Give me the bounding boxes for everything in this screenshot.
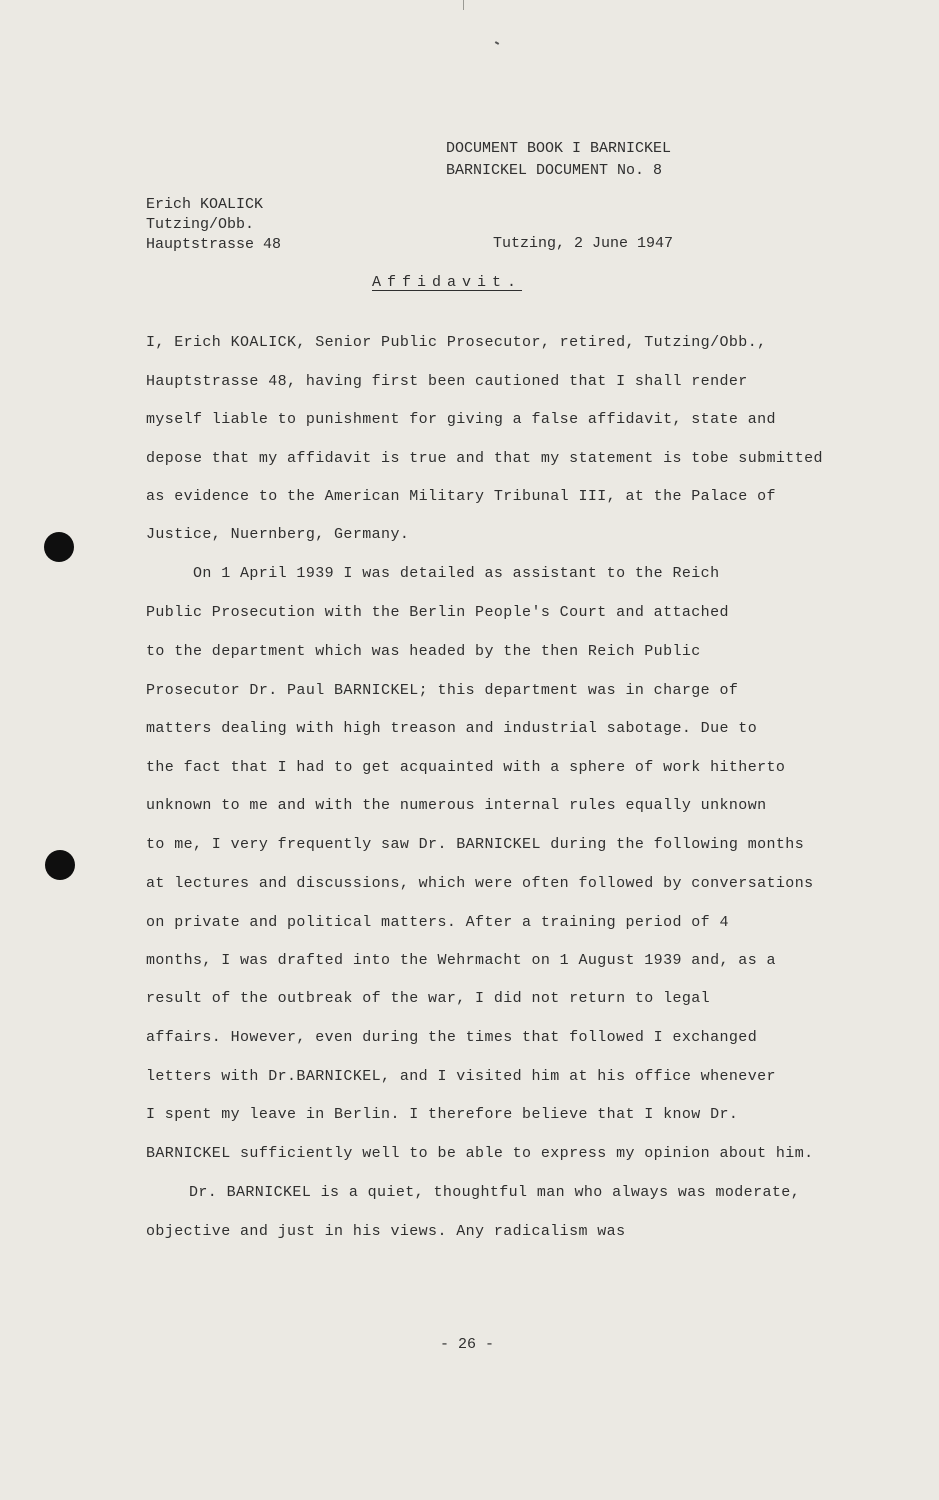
sender-address bbox=[146, 195, 281, 255]
body-line: unknown to me and with the numerous internal rules equally unknown bbox=[146, 797, 767, 814]
body-line: as evidence to the American Military Tribunal III, at the Palace of bbox=[146, 488, 776, 505]
body-line: matters dealing with high treason and industrial sabotage. Due to bbox=[146, 720, 758, 737]
body-line: to the department which was headed by the then Reich Public bbox=[146, 643, 701, 660]
body-line: myself liable to punishment for giving a false affidavit, state and bbox=[146, 411, 776, 428]
sender-town: Tutzing/Obb. bbox=[146, 216, 255, 233]
body-line: result of the outbreak of the war, I did not return to legal bbox=[146, 990, 711, 1007]
body-line: at lectures and discussions, which were often followed by conversations bbox=[146, 875, 814, 892]
body-line: to me, I very frequently saw Dr. BARNICKEL during the following months bbox=[146, 836, 805, 853]
body-line: Dr. BARNICKEL is a quiet, thoughtful man who always was moderate, bbox=[189, 1184, 801, 1201]
body-line: the fact that I had to get acquainted with a sphere of work hitherto bbox=[146, 759, 786, 776]
header-line-1: DOCUMENT BOOK I BARNICKEL bbox=[446, 140, 672, 157]
place-and-date: Tutzing, 2 June 1947 bbox=[493, 235, 674, 252]
page-number: - 26 - bbox=[440, 1336, 495, 1353]
sender-name: Erich KOALICK bbox=[146, 196, 264, 213]
body-line: depose that my affidavit is true and that my statement is tobe submitted bbox=[146, 450, 823, 467]
fold-line bbox=[463, 0, 464, 10]
body-line: letters with Dr.BARNICKEL, and I visited him at his office whenever bbox=[146, 1068, 776, 1085]
body-line: Justice, Nuernberg, Germany. bbox=[146, 526, 410, 543]
sender-street: Hauptstrasse 48 bbox=[146, 236, 282, 253]
body-line: Prosecutor Dr. Paul BARNICKEL; this department was in charge of bbox=[146, 682, 739, 699]
header-line-2: BARNICKEL DOCUMENT No. 8 bbox=[446, 162, 663, 179]
document-header bbox=[446, 138, 671, 182]
ink-speck bbox=[495, 41, 499, 45]
body-line: Public Prosecution with the Berlin People's Court and attached bbox=[146, 604, 729, 621]
body-line: I, Erich KOALICK, Senior Public Prosecutor, retired, Tutzing/Obb., bbox=[146, 334, 767, 351]
document-title: Affidavit. bbox=[372, 274, 523, 291]
body-line: months, I was drafted into the Wehrmacht on 1 August 1939 and, as a bbox=[146, 952, 776, 969]
body-line: I spent my leave in Berlin. I therefore believe that I know Dr. bbox=[146, 1106, 739, 1123]
body-line: affairs. However, even during the times that followed I exchanged bbox=[146, 1029, 758, 1046]
body-line: BARNICKEL sufficiently well to be able to express my opinion about him. bbox=[146, 1145, 814, 1162]
punch-hole-bottom bbox=[45, 850, 75, 880]
punch-hole-top bbox=[44, 532, 74, 562]
body-line: On 1 April 1939 I was detailed as assistant to the Reich bbox=[193, 565, 720, 582]
body-line: objective and just in his views. Any radicalism was bbox=[146, 1223, 626, 1240]
body-line: on private and political matters. After a training period of 4 bbox=[146, 914, 729, 931]
body-line: Hauptstrasse 48, having first been cautioned that I shall render bbox=[146, 373, 748, 390]
